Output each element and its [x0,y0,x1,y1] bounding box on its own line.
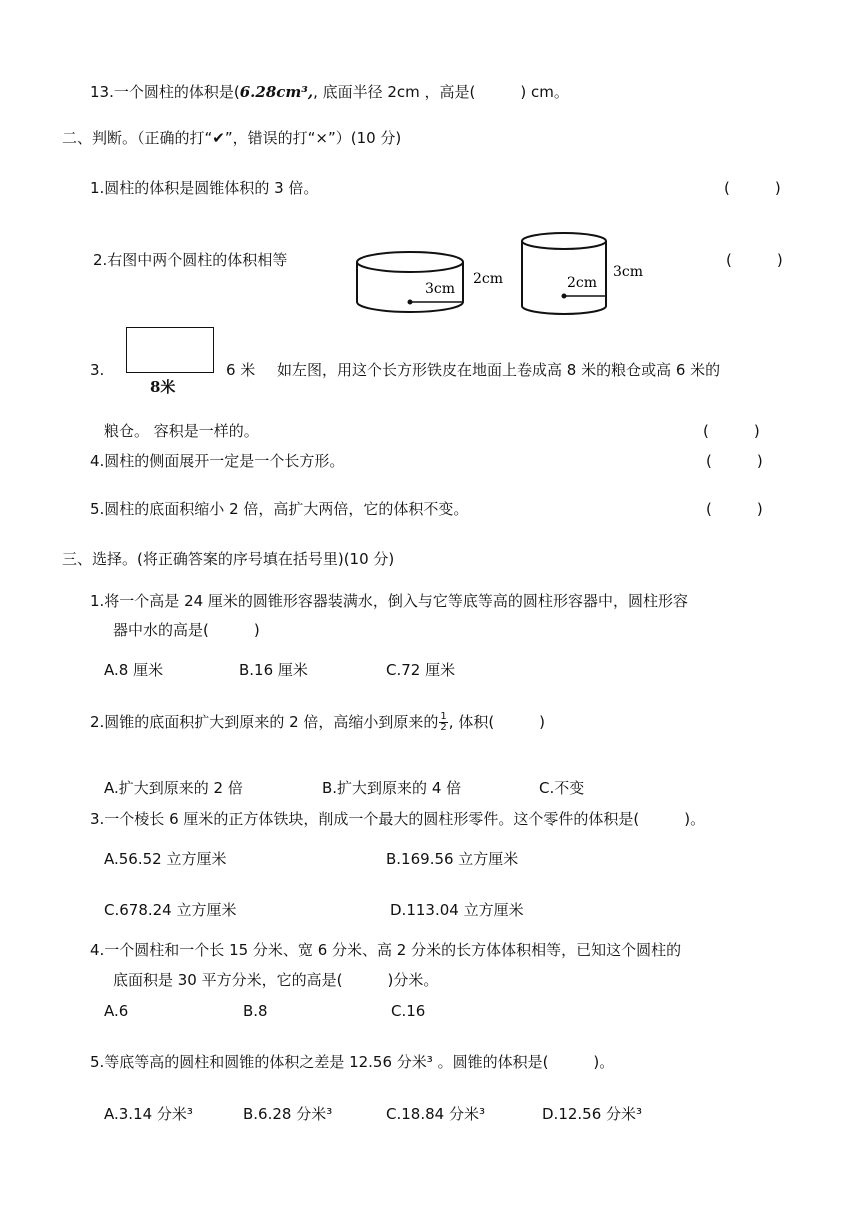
choice-q3-option-c: C.678.24 立方厘米 [104,901,237,919]
rectangle-figure [126,327,214,373]
cylinder-2-height-label: 3cm [613,264,644,280]
cylinder-1-radius-label: 3cm [425,281,456,297]
judge-item-1-paren: ( ) [724,179,781,197]
q13-value: 6.28cm³, [239,83,314,101]
cylinders-figure [350,225,670,325]
choice-q1-option-c: C.72 厘米 [386,661,456,679]
judge-item-5: 5.圆柱的底面积缩小 2 倍，高扩大两倍，它的体积不变。 [90,500,469,518]
choice-q2-post: , 体积( ) [448,713,546,731]
choice-q5-option-c: C.18.84 分米³ [386,1105,485,1123]
judge-item-1: 1.圆柱的体积是圆锥体积的 3 倍。 [90,179,319,197]
choice-q5: 5.等底等高的圆柱和圆锥的体积之差是 12.56 分米³ 。圆锥的体积是( )。 [90,1053,615,1071]
choice-q1-option-b: B.16 厘米 [239,661,308,679]
judge-item-4-paren: ( ) [706,452,763,470]
choice-q5-option-b: B.6.28 分米³ [243,1105,333,1123]
cylinder-2-radius-label: 2cm [567,275,598,291]
q13-suffix: , 底面半径 2cm ，高是( ) cm。 [313,83,569,101]
choice-q2 [90,712,545,733]
choice-q1-option-a: A.8 厘米 [104,661,164,679]
choice-q4-line2: 底面积是 30 平方分米，它的高是( )分米。 [113,971,439,989]
choice-q4-line1: 4.一个圆柱和一个长 15 分米、宽 6 分米、高 2 分米的长方体体积相等，已知这个圆柱的 [90,941,682,959]
choice-q1-line1: 1.将一个高是 24 厘米的圆锥形容器装满水，倒入与它等底等高的圆柱形容器中，圆柱形容 [90,592,688,610]
choice-q2-fraction [439,712,447,733]
q13-prefix: 13.一个圆柱的体积是( [90,83,240,101]
judge-item-4: 4.圆柱的侧面展开一定是一个长方形。 [90,452,345,470]
choice-q4-option-c: C.16 [391,1002,426,1020]
judge-item-3-number: 3. [90,361,105,379]
choice-q4-option-b: B.8 [243,1002,268,1020]
choice-q2-option-c: C.不变 [539,779,585,797]
choice-q2-pre: 2.圆锥的底面积扩大到原来的 2 倍，高缩小到原来的 [90,713,439,731]
cylinder-1-height-label: 2cm [473,271,504,287]
choice-q3-option-b: B.169.56 立方厘米 [386,850,519,868]
fraction-numerator: 1 [440,711,447,722]
rectangle-side-label: 6 米 [226,361,256,379]
judge-item-3-text: 如左图，用这个长方形铁皮在地面上卷成高 8 米的粮仓或高 6 米的 [277,361,721,379]
judge-item-3-text-cont: 粮仓。 容积是一样的。 [104,422,259,440]
choice-q5-option-a: A.3.14 分米³ [104,1105,193,1123]
cylinder-2 [522,233,606,314]
choice-q5-option-d: D.12.56 分米³ [542,1105,643,1123]
question-13 [90,82,569,102]
choice-q2-option-a: A.扩大到原来的 2 倍 [104,779,243,797]
judge-item-5-paren: ( ) [706,500,763,518]
section-2-title: 二、判断。（正确的打“✔”，错误的打“×”）(10 分) [62,129,402,147]
choice-q1-line2: 器中水的高是( ) [113,621,260,639]
choice-q3-option-d: D.113.04 立方厘米 [390,901,524,919]
judge-item-2-paren: ( ) [726,251,783,269]
judge-item-2: 2.右图中两个圆柱的体积相等 [93,251,288,269]
choice-q3: 3.一个棱长 6 厘米的正方体铁块，削成一个最大的圆柱形零件。这个零件的体积是( )。 [90,810,706,828]
section-3-title: 三、选择。(将正确答案的序号填在括号里)(10 分) [62,550,395,568]
fraction-denominator: 2 [440,722,447,733]
rectangle-width-label: 8米 [150,378,176,396]
choice-q4-option-a: A.6 [104,1002,129,1020]
choice-q2-option-b: B.扩大到原来的 4 倍 [322,779,462,797]
choice-q3-option-a: A.56.52 立方厘米 [104,850,227,868]
judge-item-3-paren: ( ) [703,422,760,440]
